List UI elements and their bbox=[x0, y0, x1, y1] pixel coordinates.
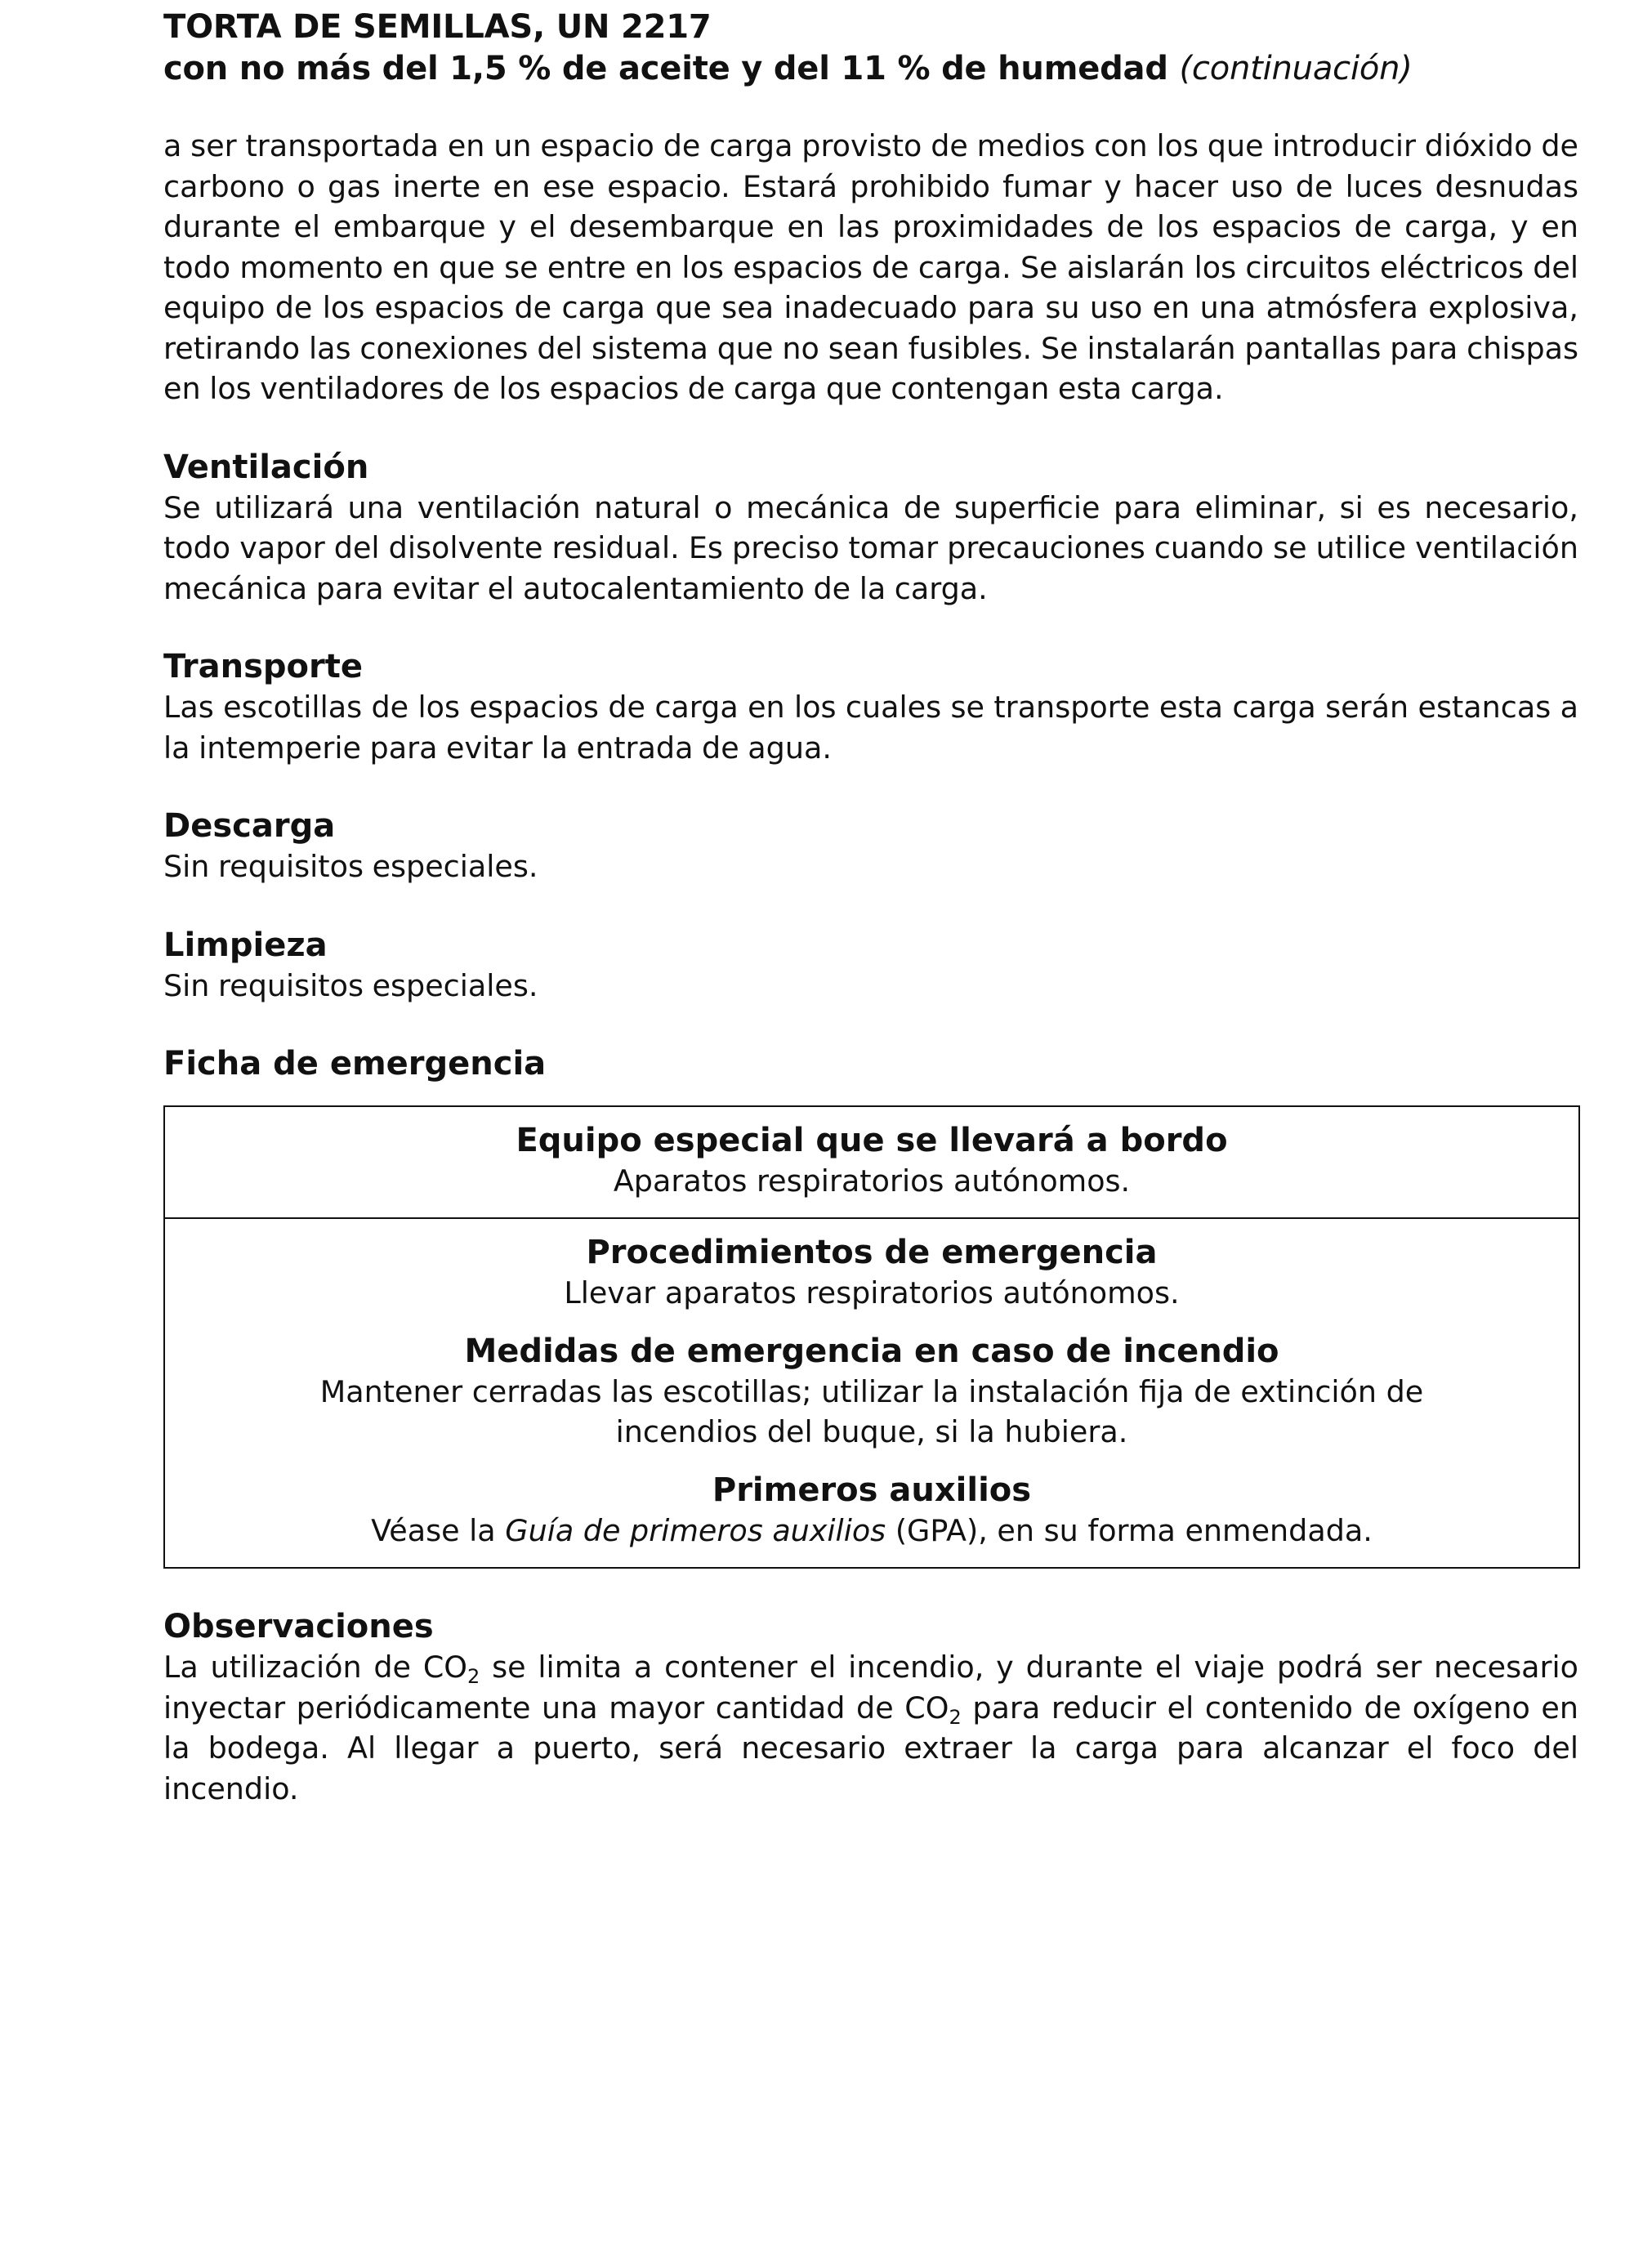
box-sub-incendio bbox=[181, 1331, 1562, 1452]
section-text-transporte: Las escotillas de los espacios de carga en los cuales se transporte esta carga serán estancas a la intemperie para evitar la entrada de agua. bbox=[163, 690, 1578, 766]
box-heading-equipo: Equipo especial que se llevará a bordo bbox=[516, 1122, 1228, 1159]
title-line-2 bbox=[163, 48, 1578, 90]
title-line-1: TORTA DE SEMILLAS, UN 2217 bbox=[163, 8, 712, 46]
box-text-equipo: Aparatos respiratorios autónomos. bbox=[613, 1163, 1131, 1199]
box-text-incendio: Mantener cerradas las escotillas; utilizar la instalación fija de extinción de incendios del buque, si la hubiera. bbox=[319, 1374, 1424, 1449]
auxilios-text-after: (GPA), en su forma enmendada. bbox=[895, 1513, 1373, 1548]
obs-part-1: La utilización de CO bbox=[163, 1650, 468, 1685]
auxilios-text-before: Véase la bbox=[371, 1513, 496, 1548]
box-section-procedures bbox=[165, 1217, 1578, 1567]
section-text-descarga: Sin requisitos especiales. bbox=[163, 849, 538, 884]
section-heading-observaciones: Observaciones bbox=[163, 1608, 434, 1645]
box-text-auxilios bbox=[181, 1511, 1562, 1551]
obs-part-3: para reducir el contenido de oxígeno en la bodega. Al llegar a puerto, será necesario extraer la carga para alcanzar el foco del incendio. bbox=[163, 1690, 1578, 1806]
obs-subscript-1: 2 bbox=[467, 1665, 480, 1688]
section-text-observaciones bbox=[163, 1647, 1578, 1809]
section-descarga bbox=[163, 806, 1578, 887]
section-ventilacion bbox=[163, 447, 1578, 609]
auxilios-guide-title: Guía de primeros auxilios bbox=[505, 1513, 886, 1548]
box-heading-auxilios: Primeros auxilios bbox=[712, 1471, 1032, 1509]
obs-part-2: se limita a contener el incendio, y durante el viaje podrá ser necesario inyectar periódicamente una mayor cantidad de CO bbox=[163, 1650, 1579, 1726]
box-sub-auxilios bbox=[181, 1470, 1562, 1551]
title-continuation: (continuación) bbox=[1179, 50, 1413, 87]
section-heading-descarga: Descarga bbox=[163, 807, 336, 845]
section-observaciones bbox=[163, 1606, 1578, 1809]
box-text-procedimientos: Llevar aparatos respiratorios autónomos. bbox=[564, 1275, 1180, 1310]
section-text-ventilacion: Se utilizará una ventilación natural o mecánica de superficie para eliminar, si es necesario, todo vapor del disolvente residual. Es preciso tomar precauciones cuando se utilice ventilación mecánica para evitar el autocalentamiento de la carga. bbox=[163, 489, 1578, 606]
box-section-equipo bbox=[165, 1107, 1578, 1217]
box-heading-procedimientos: Procedimientos de emergencia bbox=[586, 1234, 1158, 1271]
section-transporte bbox=[163, 646, 1578, 768]
section-ficha bbox=[163, 1043, 1578, 1084]
obs-subscript-2: 2 bbox=[949, 1705, 962, 1729]
intro-paragraph: a ser transportada en un espacio de carga provisto de medios con los que introducir dióxido de carbono o gas inerte en ese espacio. Estará prohibido fumar y hacer uso de luces desnudas durante el embarque y el desembarque en las proximidades de los espacios de carga, y en todo momento en que se entre en los espacios de carga. Se aislarán los circuitos eléctricos del equipo de los espacios de carga que sea inadecuado para su uso en una atmósfera explosiva, retirando las conexiones del sistema que no sean fusibles. Se instalarán pantallas para chispas en los ventiladores de los espacios de carga que contengan esta carga. bbox=[163, 128, 1578, 406]
section-heading-limpieza: Limpieza bbox=[163, 926, 328, 964]
document-page bbox=[163, 0, 1578, 1809]
emergency-box bbox=[163, 1105, 1580, 1569]
page-title bbox=[163, 7, 1578, 90]
box-heading-incendio: Medidas de emergencia en caso de incendio bbox=[464, 1333, 1279, 1370]
section-text-limpieza: Sin requisitos especiales. bbox=[163, 967, 538, 1003]
section-heading-ventilacion: Ventilación bbox=[163, 448, 369, 486]
title-line-2-text: con no más del 1,5 % de aceite y del 11 % de humedad bbox=[163, 50, 1168, 87]
box-sub-procedimientos bbox=[181, 1232, 1562, 1313]
section-heading-ficha: Ficha de emergencia bbox=[163, 1045, 547, 1083]
section-limpieza bbox=[163, 925, 1578, 1007]
section-heading-transporte: Transporte bbox=[163, 648, 363, 685]
